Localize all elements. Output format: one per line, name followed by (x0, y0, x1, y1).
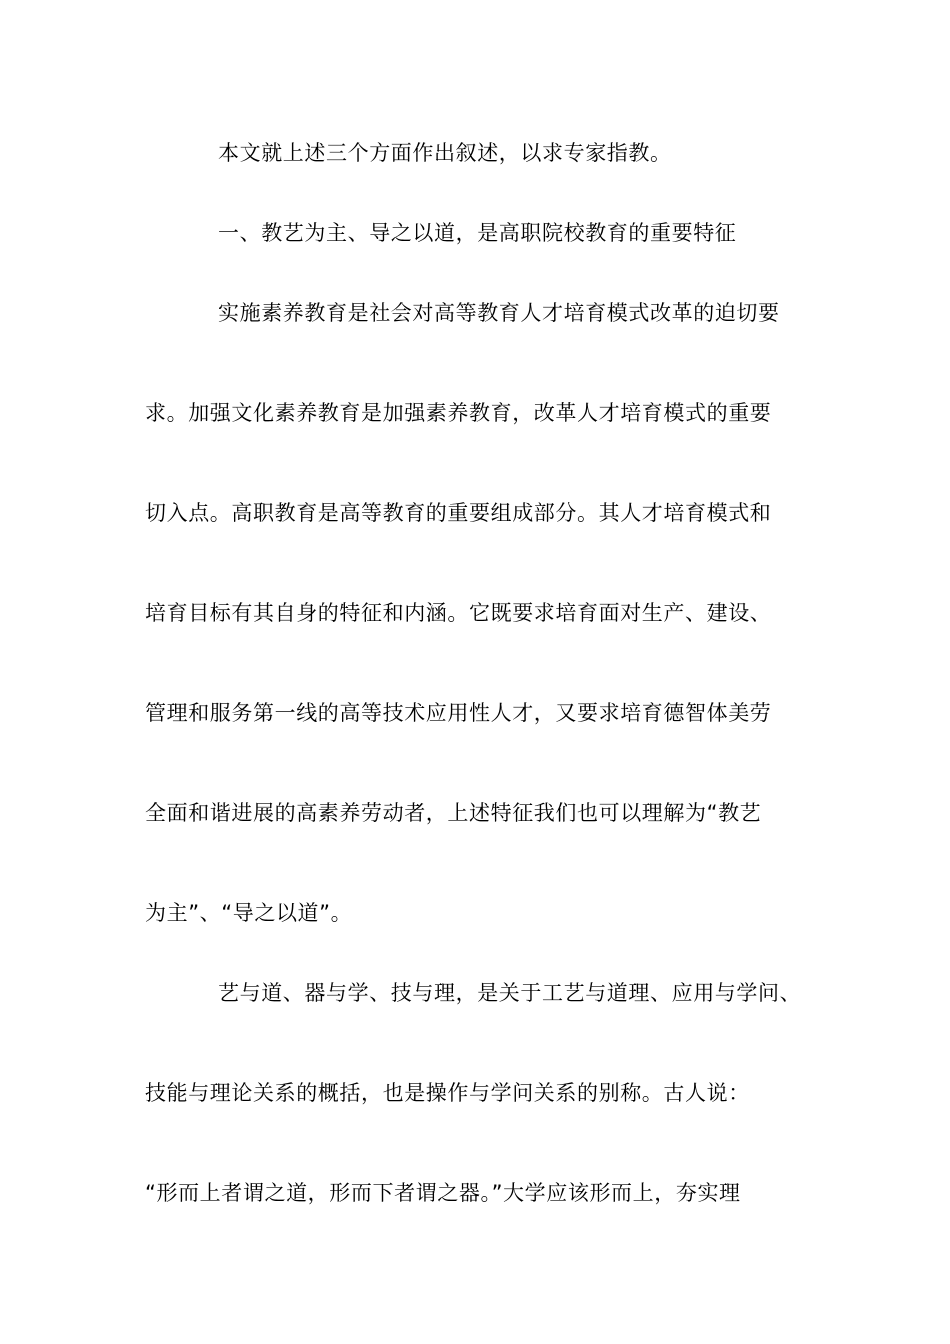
paragraph-line: 培育目标有其自身的特征和内涵。它既要求培育面对生产、建设、 (145, 601, 772, 625)
paragraph-line: 全面和谐进展的高素养劳动者，上述特征我们也可以理解为“教艺 (145, 801, 762, 825)
paragraph-line: 切入点。高职教育是高等教育的重要组成部分。其人才培育模式和 (145, 501, 772, 525)
paragraph-intro: 本文就上述三个方面作出叙述，以求专家指教。 (218, 141, 672, 165)
section-heading: 一、教艺为主、导之以道，是高职院校教育的重要特征 (218, 221, 737, 245)
paragraph-line: “形而上者谓之道，形而下者谓之器。”大学应该形而上，夯实理 (145, 1181, 741, 1205)
paragraph-line: 求。加强文化素养教育是加强素养教育，改革人才培育模式的重要 (145, 401, 772, 425)
paragraph-line: 艺与道、器与学、技与理，是关于工艺与道理、应用与学问、 (218, 981, 802, 1005)
paragraph-line: 实施素养教育是社会对高等教育人才培育模式改革的迫切要 (218, 301, 780, 325)
paragraph-line: 技能与理论关系的概括，也是操作与学问关系的别称。古人说： (145, 1081, 750, 1105)
paragraph-line: 管理和服务第一线的高等技术应用性人才，又要求培育德智体美劳 (145, 701, 772, 725)
paragraph-line: 为主”、“导之以道”。 (145, 901, 353, 925)
